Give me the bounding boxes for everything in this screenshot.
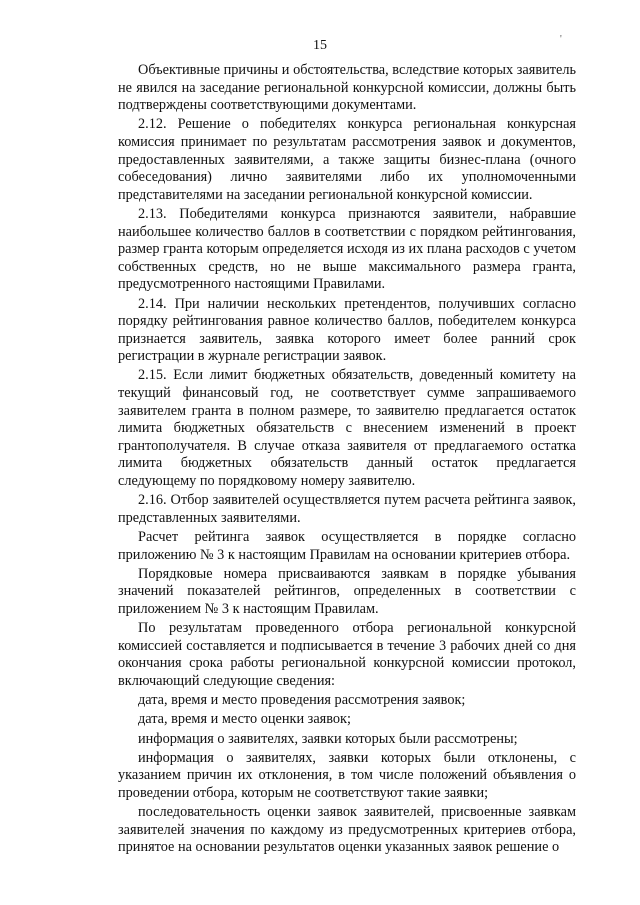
list-item-rejected-applicants: информация о заявителях, заявки которых были отклонены, с указанием причин их отклонения, в том числе положений объявления о проведении отбора, которым не соответствуют такие заявки; (118, 749, 576, 801)
paragraph-rating-calculation: Расчет рейтинга заявок осуществляется в порядке согласно приложению № 3 к настоящим Правилам на основании критериев отбора. (118, 529, 576, 563)
paragraph-2-15: 2.15. Если лимит бюджетных обязательств, доведенный комитету на текущий финансовый год, не соответствует сумме запрашиваемого заявителем гранта в полном размере, то заявителю предлагается остаток лимита бюджетных обязательств с внесением изменений в проект грантополучателя. В случае отказа заявителя от предлагаемого остатка лимита бюджетных обязательств данный остаток предлагается следующему по порядковому номеру заявителю. (118, 367, 576, 490)
list-item-evaluation-sequence: последовательность оценки заявок заявителей, присвоенные заявкам заявителей значения по каждому из предусмотренных критериев отбора, принятое на основании результатов оценки указанных заявок решение о (118, 804, 576, 856)
document-body (118, 62, 576, 858)
corner-mark: ' (560, 34, 562, 45)
list-item-review-date: дата, время и место проведения рассмотрения заявок; (138, 692, 466, 709)
list-item-reviewed-applicants: информация о заявителях, заявки которых были рассмотрены; (138, 730, 518, 747)
page-number: 15 (313, 38, 327, 53)
paragraph-2-12: 2.12. Решение о победителях конкурса региональная конкурсная комиссия принимает по результатам рассмотрения заявок и документов, предоставленных заявителями, а также защиты бизнес-плана (очного собеседования) лично заявителями либо их уполномоченными представителями на заседании региональной конкурсной комиссии. (118, 116, 576, 203)
paragraph-protocol: По результатам проведенного отбора региональной конкурсной комиссией составляется и подписывается в течение 3 рабочих дней со дня окончания срока работы региональной конкурсной комиссии протокол, включающий следующие сведения: (118, 620, 576, 689)
paragraph-absence-reasons: Объективные причины и обстоятельства, вследствие которых заявитель не явился на заседание региональной конкурсной комиссии, должны быть подтверждены соответствующими документами. (118, 62, 576, 114)
list-item-evaluation-date: дата, время и место оценки заявок; (138, 711, 351, 728)
paragraph-2-16: 2.16. Отбор заявителей осуществляется путем расчета рейтинга заявок, представленных заявителями. (118, 492, 576, 526)
paragraph-2-13: 2.13. Победителями конкурса признаются заявители, набравшие наибольшее количество баллов в соответствии с порядком рейтингования, размер гранта которым определяется исходя из их плана расходов с учетом собственных средств, но не выше максимального размера гранта, предусмотренного настоящими Правилами. (118, 205, 576, 293)
paragraph-ordinal-numbers: Порядковые номера присваиваются заявкам в порядке убывания значений показателей рейтингов, определенных в соответствии с приложением № 3 к настоящим Правилам. (118, 565, 576, 617)
paragraph-2-14: 2.14. При наличии нескольких претендентов, получивших согласно порядку рейтингования равное количество баллов, победителем конкурса признается заявитель, заявка которого имеет более ранний срок регистрации в журнале регистрации заявок. (118, 295, 576, 365)
